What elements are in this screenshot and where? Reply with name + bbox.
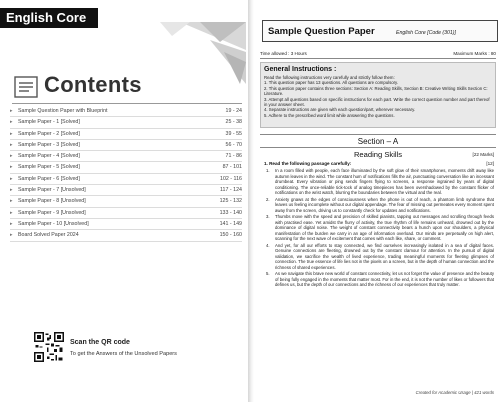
question-label: 1. Read the following passage carefully:	[264, 161, 352, 166]
instructions-title: General Instructions :	[264, 66, 337, 73]
divider	[260, 58, 496, 59]
question-paper-page	[254, 0, 500, 402]
contents-page	[0, 0, 248, 402]
max-marks: Maximum Marks : 80	[453, 51, 496, 56]
decorative-triangles-graphic	[150, 22, 246, 84]
arrow-icon: ▸	[10, 209, 13, 216]
divider	[12, 103, 242, 104]
exam-meta	[260, 51, 496, 56]
section-title: Section – A	[357, 137, 399, 146]
toc-item[interactable]: ▸ Sample Paper - 3 [Solved] 56 - 70	[10, 140, 242, 151]
passage-paragraph: 5. As we navigate this brave new world of constant connectivity, let us not forget the value of presence and the beauty of being fully engaged in the moments that matter most. For in the end, it is not the number of likes or followers that defines us, but the depth of our connections and the richness of our experiences that truly matter.	[266, 271, 494, 288]
arrow-icon: ▸	[10, 141, 13, 148]
divider	[260, 134, 496, 135]
page-title: Sample Question Paper	[268, 26, 375, 37]
list-icon	[14, 76, 38, 98]
brand-banner: English Core	[0, 8, 98, 28]
instruction-item: 3. Attempt all questions based on specific instructions for each part. Write the correct question number and part thereof in your answer sheet.	[264, 96, 490, 108]
instructions-intro: Read the following instructions very carefully and strictly follow them:	[264, 75, 395, 80]
toc-item[interactable]: ▸ Sample Paper - 10 [Unsolved] 141 - 149	[10, 219, 242, 230]
toc-item[interactable]: ▸ Sample Question Paper with Blueprint 19 - 24	[10, 106, 242, 117]
table-of-contents	[10, 106, 242, 242]
passage-paragraph: 3. Thumbs move with the speed and precision of skilled pianists, tapping out messages and scrolling through feeds with practised ease. Yet amidst the flurry of activity, the true rhythm of life remains unheard, drowned out by the dominance of digital noise. The weight of constant connectivity bears a hunch upon our shoulders, a physical manifestation of the burden we carry in an age of information overload. Our minds are perpetually on high alert, scanning for the next wave of excitement that comes with each like, share, or comment.	[266, 213, 494, 242]
arrow-icon: ▸	[10, 232, 13, 239]
scan-qr-title: Scan the QR code	[70, 339, 130, 346]
instruction-item: 4. Separate instructions are given with each question/part, wherever necessary.	[264, 107, 416, 113]
arrow-icon: ▸	[10, 220, 13, 227]
passage-paragraph: 2. Anxiety gnaws at the edges of consciousness when the phone is out of reach, a phantom limb syndrome that leaves us feeling incomplete without our digital appendage. The fear of missing out permeates every moment spent away from the screen, driving us to constantly check for updates and notifications.	[266, 196, 494, 213]
arrow-icon: ▸	[10, 175, 13, 182]
instruction-item: 2. This question paper contains three sections: Section A: Reading Skills, Section B: Creative Writing Skills Section C: Literature.	[264, 85, 488, 97]
arrow-icon: ▸	[10, 187, 13, 194]
toc-item[interactable]: ▸ Sample Paper - 1 [Solved] 25 - 38	[10, 117, 242, 128]
passage-paragraph: 1. In a room filled with people, each face illuminated by the soft glow of their smartphones, moments drift away like autumn leaves in the wind. The constant hum of notifications fills the air, punctuating conversation like an incessant drumbeat. Every vibration or ping sends fingers flying to screens, a response ingrained by years of digital conditioning. The once-reliable tick-tock of analog timepieces has been overshadowed by the constant flicker of notifications on the wrist watch, blurring the boundaries between the virtual and the real.	[266, 168, 494, 196]
arrow-icon: ▸	[10, 119, 13, 126]
passage-footer-note: Created for Academic Usage | 421 words	[415, 390, 494, 395]
reading-passage	[266, 168, 494, 288]
question-marks: [12]	[486, 161, 494, 166]
passage-paragraph: 4. And yet, for all our efforts to stay connected, we find ourselves increasingly isolated in a sea of digital faces. Genuine connections are fleeting, drowned out by the constant clamour for attention. In the pursuit of digital validation, we sacrifice the wealth of lived experience, trading meaningful moments for fleeting glimpses of connection. The true essence of life lies not in the pixels on a screen, but in the depth of human connection and the richness of shared experiences.	[266, 242, 494, 270]
qr-code-icon[interactable]	[34, 332, 64, 362]
toc-item[interactable]: ▸ Sample Paper - 9 [Unsolved] 133 - 140	[10, 208, 242, 219]
toc-item[interactable]: ▸ Board Solved Paper 2024 150 - 160	[10, 230, 242, 241]
subsection-title: Reading Skills	[353, 150, 403, 159]
contents-title: Contents	[44, 72, 142, 97]
scan-qr-subtitle: To get the Answers of the Unsolved Papers	[70, 351, 177, 357]
arrow-icon: ▸	[10, 153, 13, 160]
divider	[260, 147, 496, 148]
arrow-icon: ▸	[10, 130, 13, 137]
section-marks: [22 Marks]	[472, 152, 494, 157]
toc-item[interactable]: ▸ Sample Paper - 6 [Solved] 102 - 116	[10, 174, 242, 185]
arrow-icon: ▸	[10, 108, 13, 114]
toc-item[interactable]: ▸ Sample Paper - 7 [Unsolved] 117 - 124	[10, 185, 242, 196]
subject-code: English Core [Code (301)]	[396, 30, 456, 36]
toc-item[interactable]: ▸ Sample Paper - 8 [Unsolved] 125 - 132	[10, 196, 242, 207]
toc-item[interactable]: ▸ Sample Paper - 4 [Solved] 71 - 86	[10, 151, 242, 162]
toc-item[interactable]: ▸ Sample Paper - 5 [Solved] 87 - 101	[10, 162, 242, 173]
toc-item[interactable]: ▸ Sample Paper - 2 [Solved] 39 - 55	[10, 129, 242, 140]
instruction-item: 1. This question paper has 13 questions. All questions are compulsory.	[264, 80, 399, 86]
instructions-list	[264, 75, 492, 118]
arrow-icon: ▸	[10, 198, 13, 205]
time-allowed: Time allowed : 3 Hours	[260, 51, 307, 56]
arrow-icon: ▸	[10, 164, 13, 171]
instruction-item: 5. Adhere to the prescribed word limit while answering the questions.	[264, 112, 395, 118]
